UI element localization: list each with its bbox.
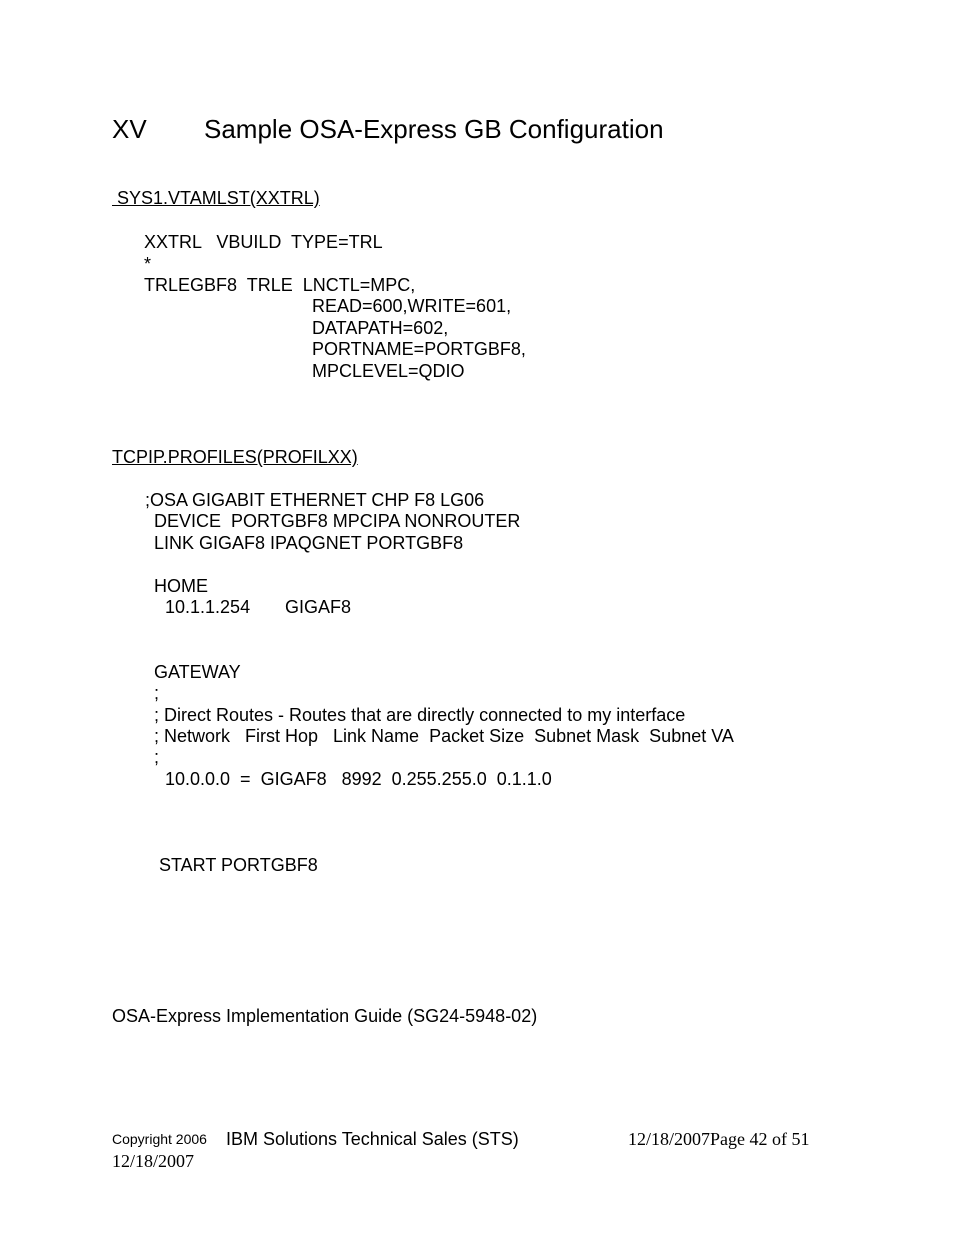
tcpip-gateway-comment: ; Direct Routes - Routes that are directly connected to my interface	[154, 705, 686, 725]
page-title: Sample OSA-Express GB Configuration	[204, 114, 664, 144]
tcpip-device-line: DEVICE PORTGBF8 MPCIPA NONROUTER	[154, 511, 521, 531]
tcpip-gateway-keyword: GATEWAY	[154, 662, 241, 682]
tcpip-start-line: START PORTGBF8	[159, 855, 318, 875]
vtam-line: MPCLEVEL=QDIO	[312, 361, 465, 381]
tcpip-home-link: GIGAF8	[285, 597, 352, 617]
footer-org: IBM Solutions Technical Sales (STS)	[226, 1129, 519, 1149]
tcpip-route-line: 10.0.0.0 = GIGAF8 8992 0.255.255.0 0.1.1.0	[165, 769, 552, 789]
footer-copyright: Copyright 2006	[112, 1131, 207, 1147]
vtam-line: READ=600,WRITE=601,	[312, 296, 512, 316]
reference-text: OSA-Express Implementation Guide (SG24-5948-02)	[112, 1006, 538, 1026]
tcpip-home-keyword: HOME	[154, 576, 208, 596]
tcpip-dataset-label: TCPIP.PROFILES(PROFILXX)	[112, 447, 358, 467]
tcpip-gateway-comment: ; Network First Hop Link Name Packet Size Subnet Mask Subnet VA	[154, 726, 734, 746]
tcpip-link-line: LINK GIGAF8 IPAQGNET PORTGBF8	[154, 533, 464, 553]
section-number: XV	[112, 114, 147, 144]
tcpip-comment-line: ;OSA GIGABIT ETHERNET CHP F8 LG06	[145, 490, 485, 510]
vtam-dataset-label: SYS1.VTAMLST(XXTRL)	[112, 188, 320, 208]
tcpip-gateway-comment: ;	[154, 747, 160, 767]
tcpip-home-address: 10.1.1.254	[165, 597, 251, 617]
vtam-line: DATAPATH=602,	[312, 318, 449, 338]
footer-date: 12/18/2007	[112, 1151, 195, 1171]
footer-date-page: 12/18/2007Page 42 of 51	[628, 1129, 810, 1149]
vtam-line: *	[144, 254, 152, 274]
tcpip-gateway-comment: ;	[154, 683, 160, 703]
vtam-line: XXTRL VBUILD TYPE=TRL	[144, 232, 383, 252]
vtam-line: PORTNAME=PORTGBF8,	[312, 339, 526, 359]
vtam-line: TRLEGBF8 TRLE LNCTL=MPC,	[144, 275, 416, 295]
